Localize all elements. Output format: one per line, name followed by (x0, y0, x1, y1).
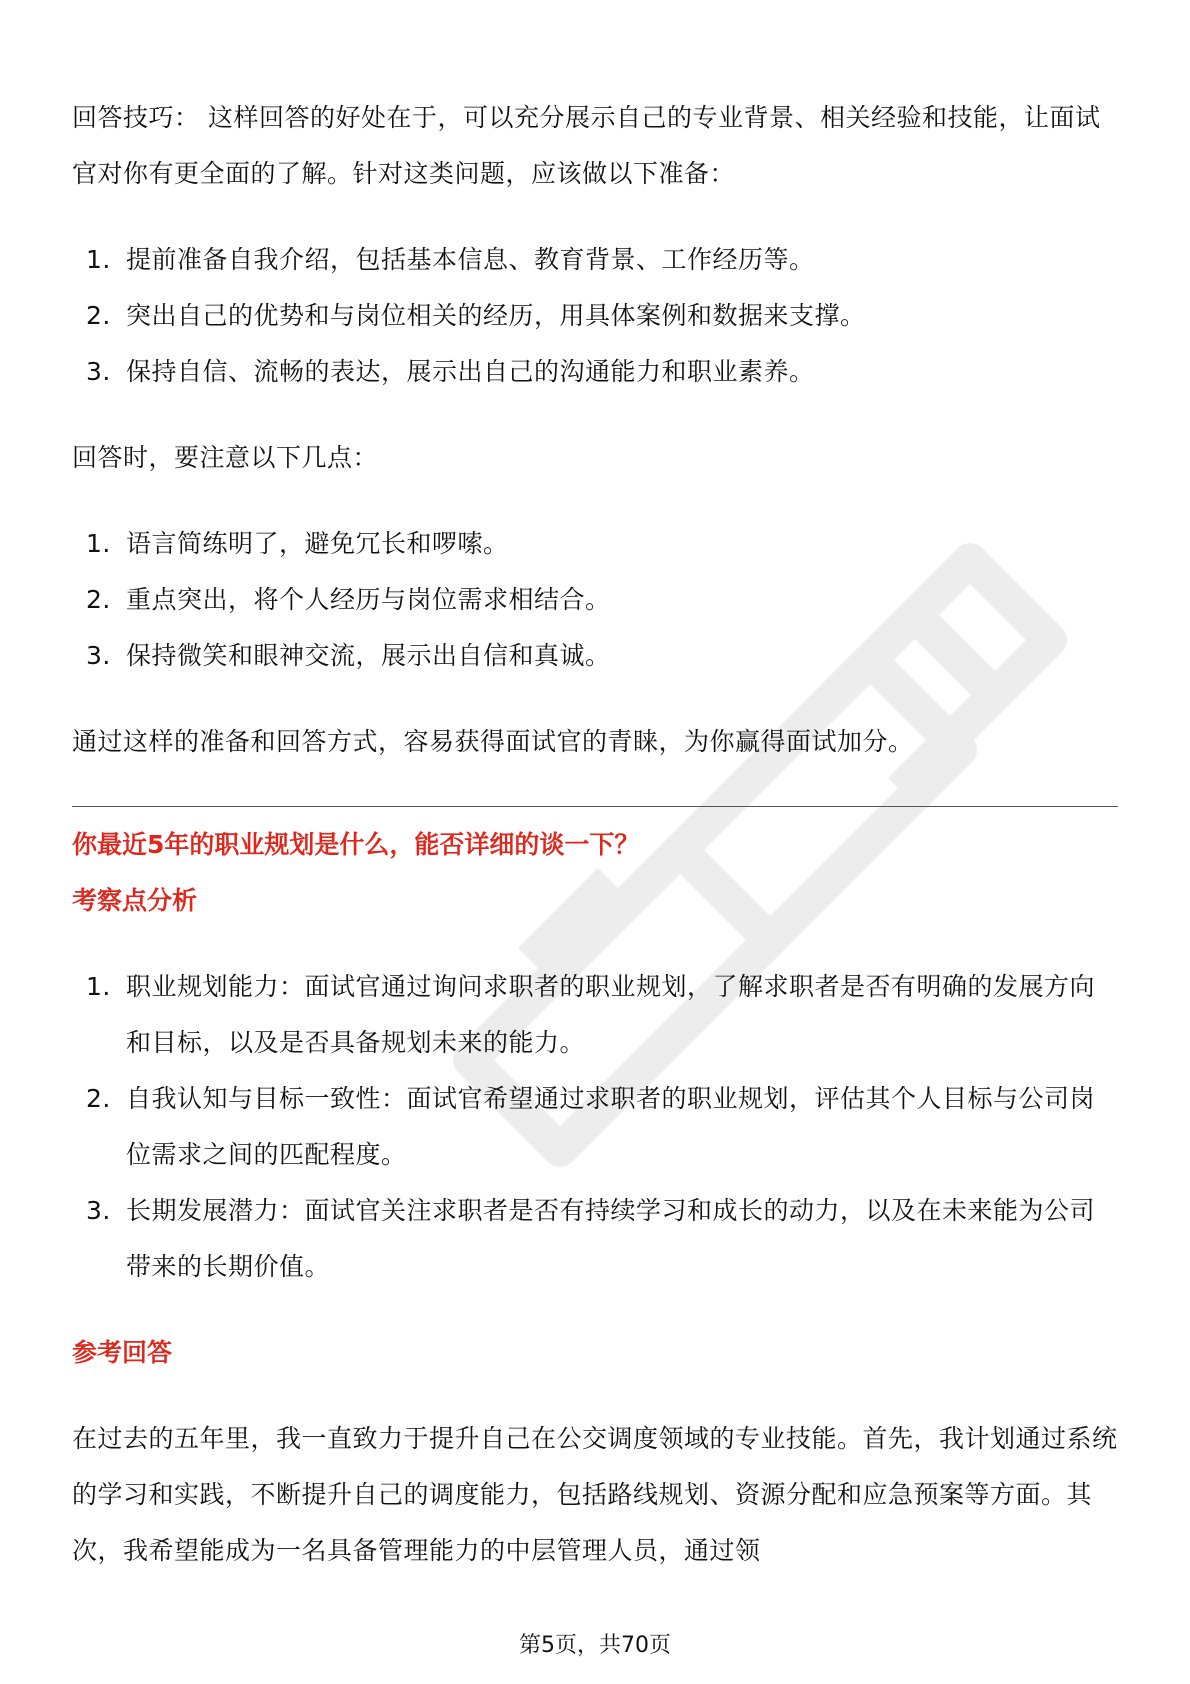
question-title: 你最近5年的职业规划是什么，能否详细的谈一下？ (72, 830, 640, 859)
intro-paragraph: 回答技巧： 这样回答的好处在于，可以充分展示自己的专业背景、相关经验和技能，让面试官对你有更全面的了解。针对这类问题，应该做以下准备： (72, 103, 1101, 188)
notes-list (72, 516, 1118, 684)
notes-heading: 回答时，要注意以下几点： (72, 443, 379, 472)
reference-paragraph: 在过去的五年里，我一直致力于提升自己在公交调度领域的专业技能。首先，我计划通过系统的学习和实践，不断提升自己的调度能力，包括路线规划、资源分配和应急预案等方面。其次，我希望能成为一名具备管理能力的中层管理人员，通过领 (72, 1424, 1118, 1565)
analysis-list (72, 959, 1118, 1295)
list-item: 1. 语言简练明了，避免冗长和啰嗦。 (86, 529, 509, 558)
list-item: 3. 长期发展潜力：面试官关注求职者是否有持续学习和成长的动力，以及在未来能为公司带来的长期价值。 (86, 1196, 1096, 1281)
list-item: 2. 突出自己的优势和与岗位相关的经历，用具体案例和数据来支撑。 (86, 301, 866, 330)
list-item: 1. 提前准备自我介绍，包括基本信息、教育背景、工作经历等。 (86, 245, 815, 274)
analysis-heading: 考察点分析 (72, 886, 198, 915)
list-item: 2. 重点突出，将个人经历与岗位需求相结合。 (86, 585, 611, 614)
list-item: 3. 保持自信、流畅的表达，展示出自己的沟通能力和职业素养。 (86, 357, 815, 386)
list-item: 1. 职业规划能力：面试官通过询问求职者的职业规划，了解求职者是否有明确的发展方向和目标，以及是否具备规划未来的能力。 (86, 972, 1096, 1057)
page-number: 第5页，共70页 (519, 1633, 671, 1658)
closing-paragraph: 通过这样的准备和回答方式，容易获得面试官的青睐，为你赢得面试加分。 (72, 727, 914, 756)
main-content (72, 90, 1118, 1579)
list-item: 2. 自我认知与目标一致性：面试官希望通过求职者的职业规划，评估其个人目标与公司岗位需求之间的匹配程度。 (86, 1084, 1096, 1169)
prep-list (72, 232, 1118, 400)
list-item: 3. 保持微笑和眼神交流，展示出自信和真诚。 (86, 641, 611, 670)
reference-heading: 参考回答 (72, 1338, 173, 1367)
